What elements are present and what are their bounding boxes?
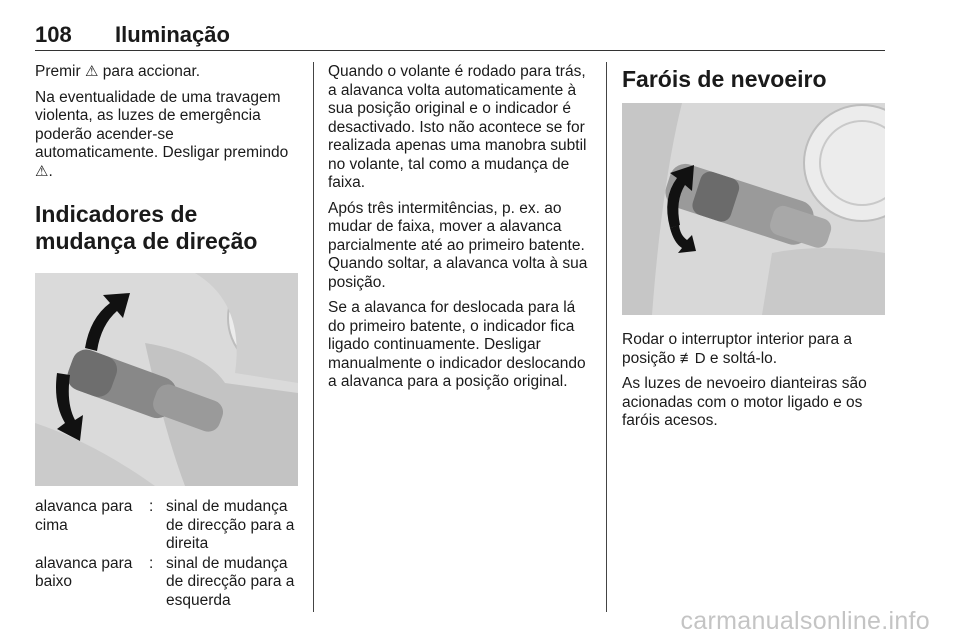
watermark: carmanualsonline.info — [680, 607, 930, 635]
paragraph: Se a alavanca for deslocada para lá do primeiro batente, o indicador fica ligado continuamente. Desligar manualmente o indicador deslocando a alavanca para a posição original. — [328, 299, 586, 390]
fog-instruction-paragraph — [622, 331, 886, 368]
fog-text-after: e soltá-lo. — [705, 349, 778, 367]
hazard-paragraph — [35, 63, 300, 82]
emergency-text-end: . — [48, 162, 53, 180]
column-3 — [622, 63, 886, 438]
definition-separator: : — [149, 498, 154, 515]
fog-text-before: Rodar o interruptor interior para a posição — [622, 331, 853, 367]
paragraph: Quando o volante é rodado para trás, a alavanca volta automaticamente à sua posição original e o indicador é desactivado. Isto não acontece se for realizada apenas uma manobra subtil no volante, tal como a mudança de faixa. — [328, 63, 587, 191]
header-rule — [35, 50, 885, 51]
chapter-title: Iluminação — [115, 22, 230, 47]
column-divider — [313, 62, 314, 612]
definition-text: sinal de mudança de direcção para a direita — [166, 498, 295, 552]
definition-row — [35, 555, 300, 611]
turn-signal-lever-illustration — [35, 273, 298, 486]
definition-term: alavanca para baixo — [35, 554, 133, 590]
section-title-fog-lights: Faróis de nevoeiro — [622, 66, 827, 92]
emergency-text: Na eventualidade de uma travagem violenta, as luzes de emergência poderão acender-se automaticamente. Desligar premindo — [35, 88, 289, 161]
front-fog-light-icon: ≢D — [679, 349, 706, 367]
lever-definitions — [35, 498, 300, 610]
page-header — [35, 22, 885, 52]
definition-text: sinal de mudança de direcção para a esquerda — [166, 554, 295, 609]
column-divider — [606, 62, 607, 612]
definition-term: alavanca para cima — [35, 498, 133, 534]
paragraph: As luzes de nevoeiro dianteiras são acionadas com o motor ligado e os faróis acesos. — [622, 375, 867, 429]
paragraph: Após três intermitências, p. ex. ao mudar de faixa, mover a alavanca parcialmente até ao primeiro batente. Quando soltar, a alavanca volta à sua posição. — [328, 199, 588, 291]
definition-row — [35, 498, 300, 554]
definition-separator: : — [149, 554, 154, 572]
hazard-warning-icon: ⚠ — [35, 162, 49, 180]
section-title-turn-signals: Indicadores de mudança de direção — [35, 201, 258, 254]
hazard-warning-icon: ⚠ — [84, 63, 99, 80]
emergency-paragraph — [35, 89, 300, 182]
column-2 — [328, 63, 594, 399]
column-1 — [35, 63, 300, 611]
hazard-text-before: Premir — [35, 63, 85, 80]
hazard-text-after: para accionar. — [98, 63, 201, 80]
page-number: 108 — [35, 22, 72, 47]
fog-light-switch-illustration — [622, 103, 885, 315]
